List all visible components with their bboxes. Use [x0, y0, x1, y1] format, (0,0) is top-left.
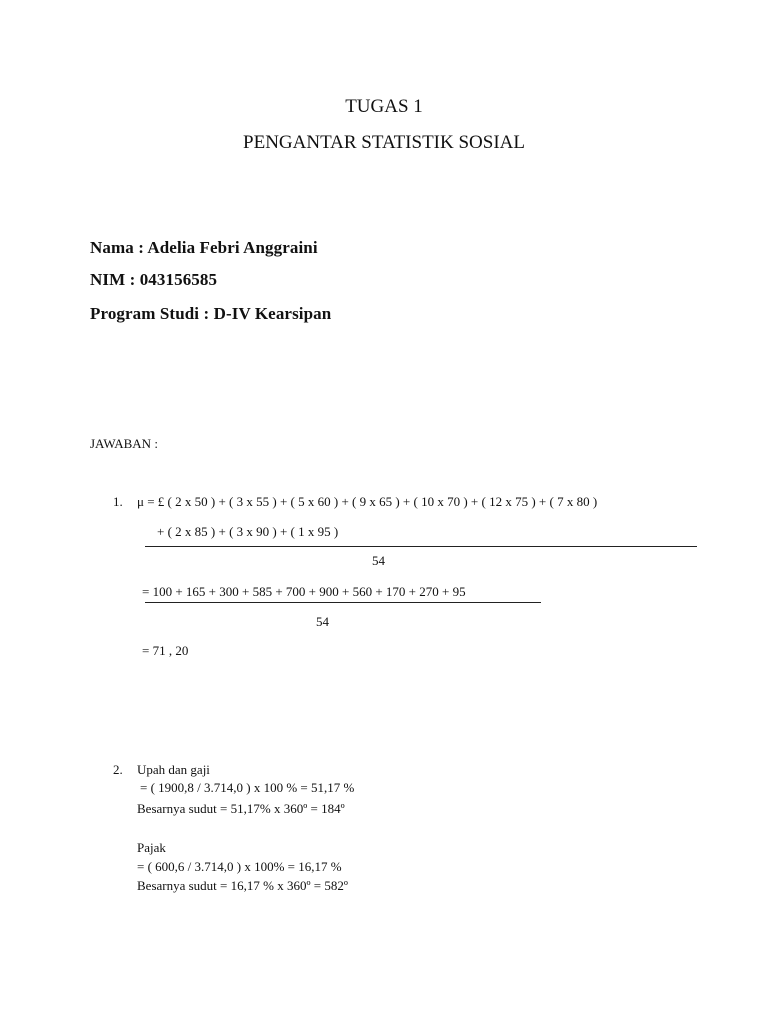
q1-formula-line3: = 100 + 165 + 300 + 585 + 700 + 900 + 560 + 170 + 270 + 95	[142, 584, 466, 599]
q2-section1-title: Upah dan gaji	[137, 762, 210, 777]
q1-result: = 71 , 20	[142, 643, 189, 658]
q1-fraction-bar-1	[145, 546, 697, 547]
q1-denominator-1: 54	[372, 553, 385, 568]
q2-section2-line2: Besarnya sudut = 16,17 % x 360º = 582º	[137, 878, 348, 893]
q2-number: 2.	[113, 762, 123, 777]
q2-section1-line2: Besarnya sudut = 51,17% x 360º = 184º	[137, 801, 345, 816]
page-subtitle: PENGANTAR STATISTIK SOSIAL	[243, 132, 525, 153]
page-title: TUGAS 1	[345, 96, 423, 117]
q1-number: 1.	[113, 494, 123, 509]
answers-heading: JAWABAN :	[90, 436, 158, 451]
q2-section2-title: Pajak	[137, 840, 166, 855]
q1-formula-line2: + ( 2 x 85 ) + ( 3 x 90 ) + ( 1 x 95 )	[157, 524, 339, 539]
study-program: Program Studi : D-IV Kearsipan	[90, 304, 332, 323]
q2-section1-line1: = ( 1900,8 / 3.714,0 ) x 100 % = 51,17 %	[140, 780, 355, 795]
q2-section2-line1: = ( 600,6 / 3.714,0 ) x 100% = 16,17 %	[137, 859, 342, 874]
student-nim: NIM : 043156585	[90, 270, 218, 289]
q1-formula-line1: μ = £ ( 2 x 50 ) + ( 3 x 55 ) + ( 5 x 60 ) + ( 9 x 65 ) + ( 10 x 70 ) + ( 12 x 75 ) + ( 7 x 80 )	[137, 494, 598, 509]
student-name: Nama : Adelia Febri Anggraini	[90, 238, 318, 257]
q1-denominator-2: 54	[316, 614, 329, 629]
q1-fraction-bar-2	[145, 602, 541, 603]
